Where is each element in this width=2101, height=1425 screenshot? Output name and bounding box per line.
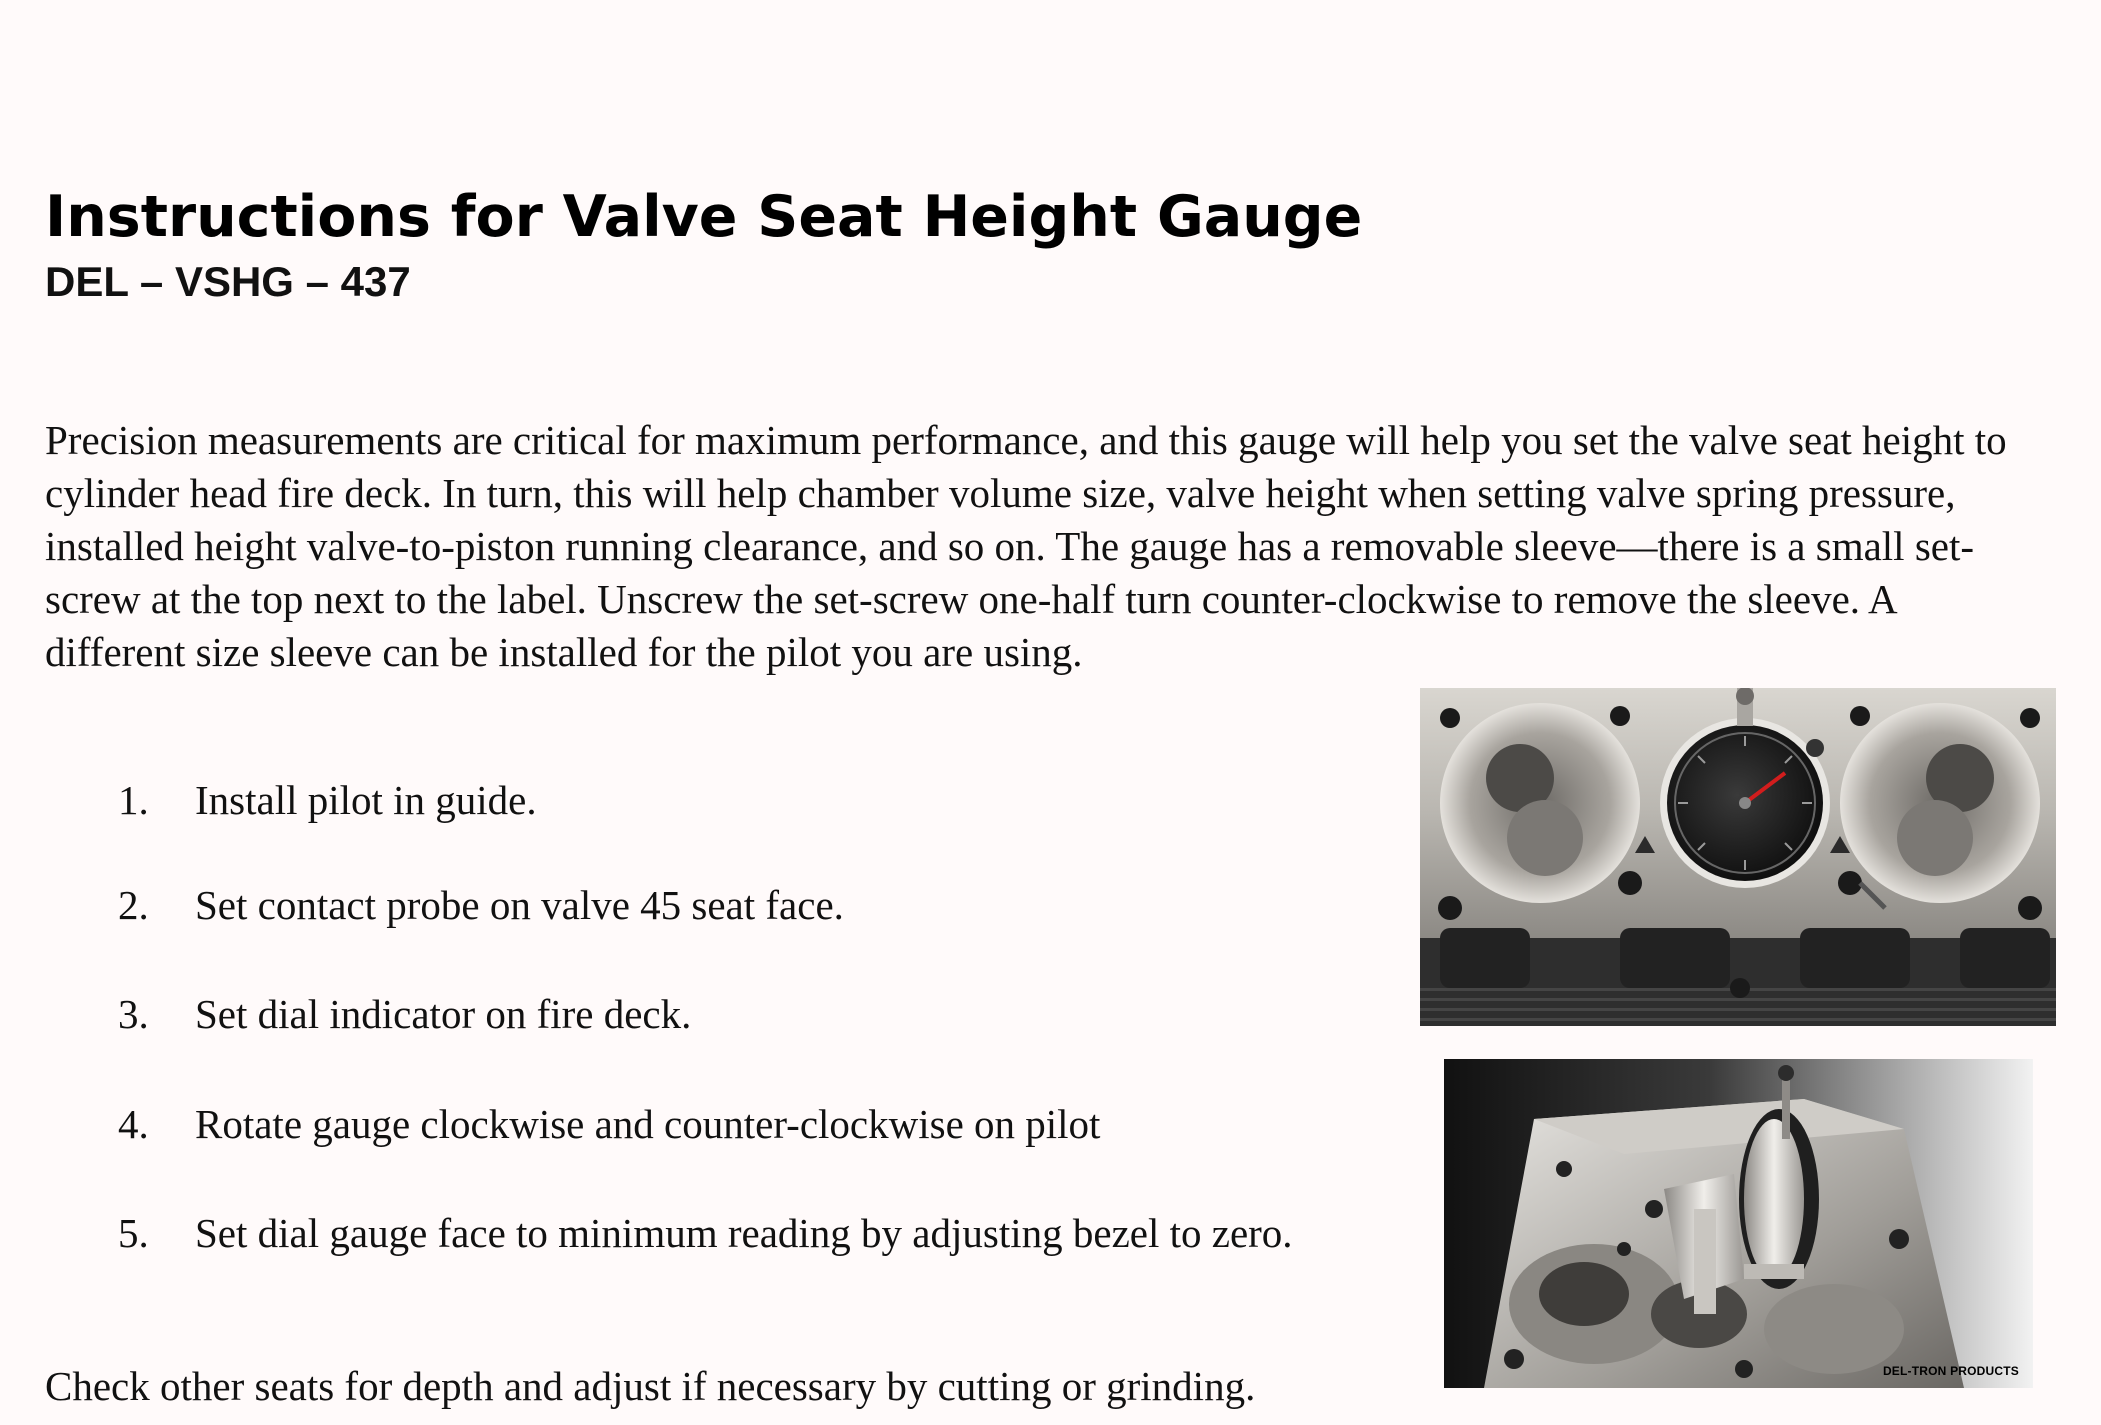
step-text: Install pilot in guide. (195, 777, 537, 823)
intro-paragraph: Precision measurements are critical for maximum performance, and this gauge will help you set the valve seat height to cylinder head fire deck. In turn, this will help chamber volume size, valve height when setting valve spring pressure, installed height valve-to-piston running clearance, and so on. The gauge has a removable sleeve—there is a small set-screw at the top next to the label. Unscrew the set-screw one-half turn counter-clockwise to remove the sleeve. A different size sleeve can be installed for the pilot you are using. (45, 417, 2007, 675)
step-text: Set dial indicator on fire deck. (195, 991, 692, 1037)
brand-watermark: DEL-TRON PRODUCTS (1882, 1364, 2019, 1378)
step-text: Rotate gauge clockwise and counter-clockwise on pilot (195, 1101, 1101, 1147)
gauge-on-head-photo-art (1444, 1059, 2033, 1388)
step-number: 2. (118, 882, 149, 928)
page-title: Instructions for Valve Seat Height Gauge (45, 184, 1363, 250)
cylinder-head-photo-art (1420, 688, 2056, 1026)
step-number: 4. (118, 1101, 149, 1147)
gauge-on-head-photo (1444, 1059, 2033, 1388)
step-number: 5. (118, 1210, 149, 1256)
step-text: Set contact probe on valve 45 seat face. (195, 882, 844, 928)
closing-paragraph: Check other seats for depth and adjust if necessary by cutting or grinding. (45, 1363, 1256, 1409)
step-number: 1. (118, 777, 149, 823)
step-number: 3. (118, 991, 149, 1037)
cylinder-head-photo (1420, 688, 2056, 1026)
part-number: DEL – VSHG – 437 (45, 258, 411, 305)
step-text: Set dial gauge face to minimum reading by adjusting bezel to zero. (195, 1210, 1293, 1256)
